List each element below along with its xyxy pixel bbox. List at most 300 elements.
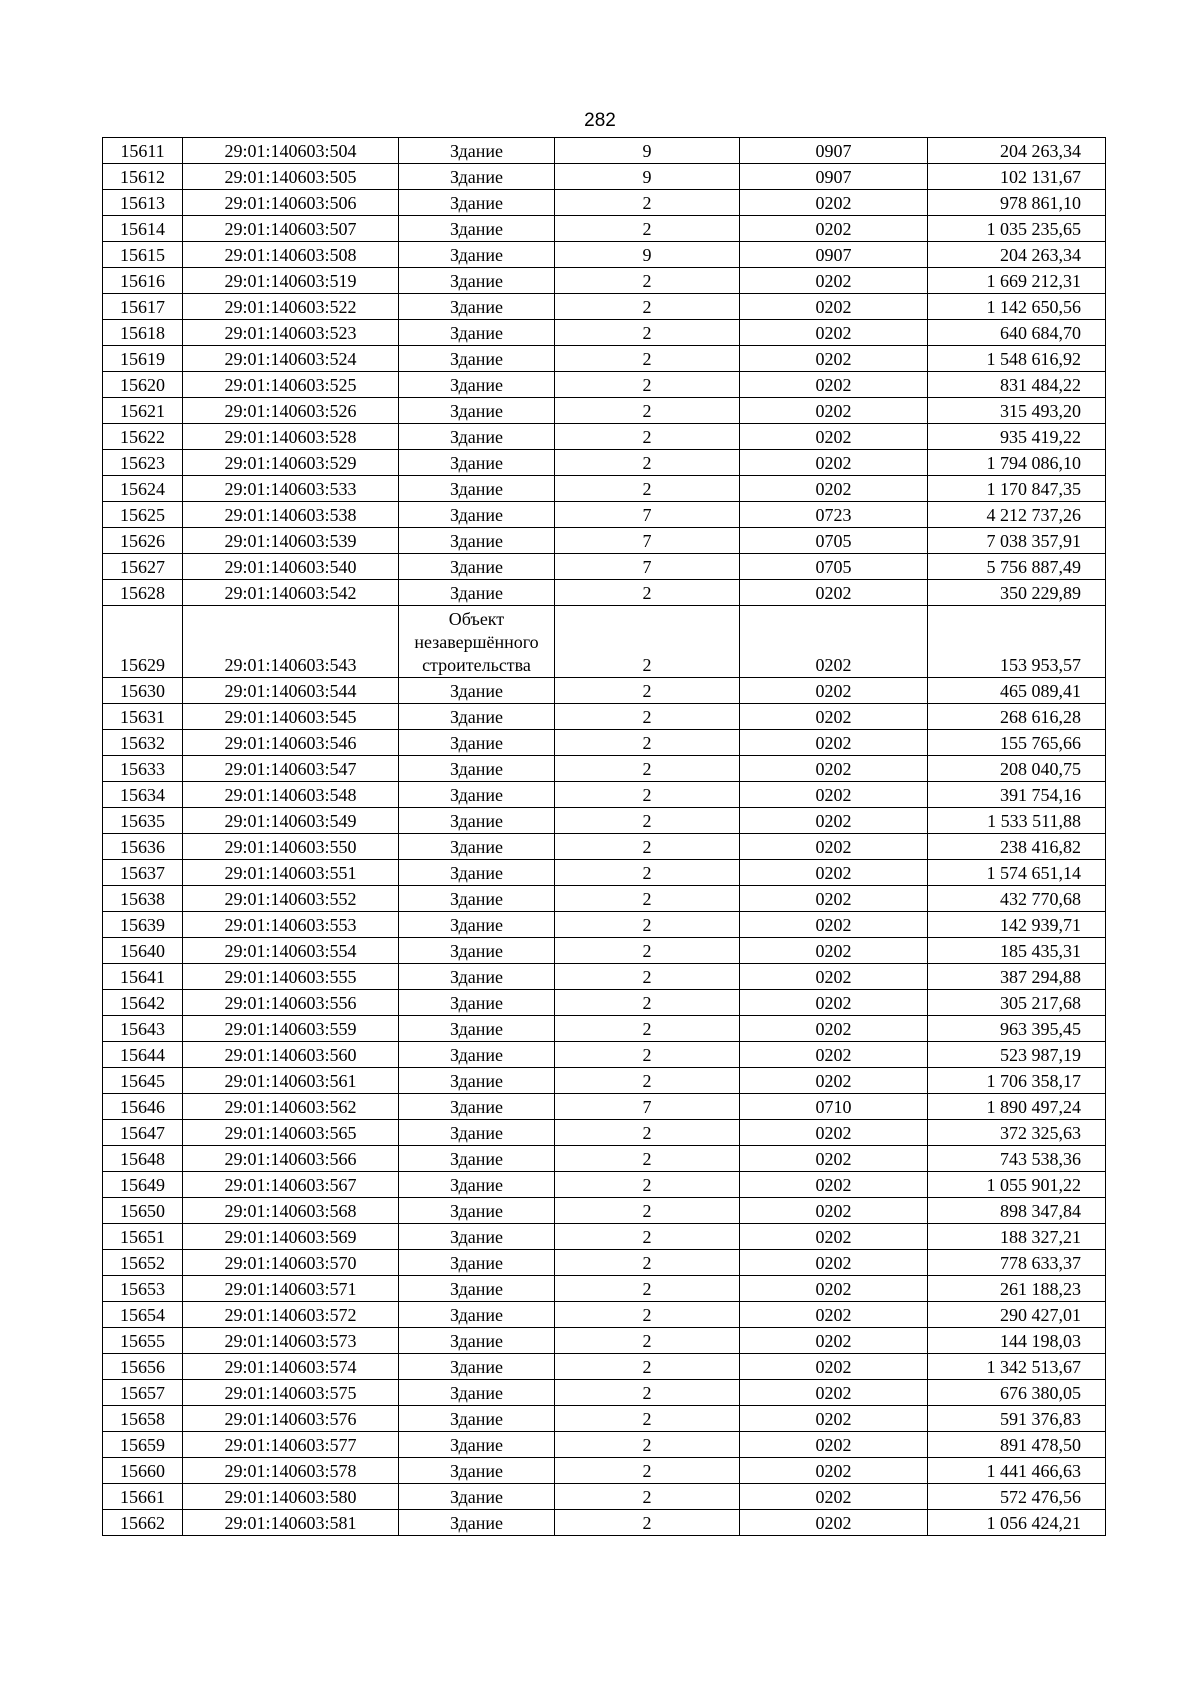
subgroup-code-cell: 0202 (740, 860, 928, 886)
row-number-cell: 15630 (103, 678, 183, 704)
cadastral-number-cell: 29:01:140603:567 (183, 1172, 399, 1198)
row-number-cell: 15637 (103, 860, 183, 886)
group-code-cell: 2 (555, 834, 740, 860)
group-code-cell: 2 (555, 424, 740, 450)
table-row (103, 834, 1106, 860)
group-code-cell: 2 (555, 398, 740, 424)
subgroup-code-cell: 0202 (740, 1042, 928, 1068)
cadastral-value-cell: 238 416,82 (928, 834, 1106, 860)
cadastral-number-cell: 29:01:140603:533 (183, 476, 399, 502)
cadastral-value-cell: 268 616,28 (928, 704, 1106, 730)
row-number-cell: 15613 (103, 190, 183, 216)
cadastral-number-cell: 29:01:140603:543 (183, 606, 399, 678)
table-row (103, 912, 1106, 938)
subgroup-code-cell: 0202 (740, 730, 928, 756)
cadastral-number-cell: 29:01:140603:542 (183, 580, 399, 606)
cadastral-value-cell: 204 263,34 (928, 242, 1106, 268)
table-row (103, 1328, 1106, 1354)
group-code-cell: 2 (555, 1510, 740, 1536)
cadastral-number-cell: 29:01:140603:560 (183, 1042, 399, 1068)
row-number-cell: 15631 (103, 704, 183, 730)
subgroup-code-cell: 0202 (740, 1406, 928, 1432)
cadastral-number-cell: 29:01:140603:522 (183, 294, 399, 320)
cadastral-value-cell: 153 953,57 (928, 606, 1106, 678)
subgroup-code-cell: 0202 (740, 1484, 928, 1510)
cadastral-value-cell: 978 861,10 (928, 190, 1106, 216)
group-code-cell: 2 (555, 1068, 740, 1094)
cadastral-value-cell: 261 188,23 (928, 1276, 1106, 1302)
cadastral-number-cell: 29:01:140603:526 (183, 398, 399, 424)
subgroup-code-cell: 0202 (740, 990, 928, 1016)
table-row (103, 860, 1106, 886)
cadastral-number-cell: 29:01:140603:544 (183, 678, 399, 704)
object-type-cell: Здание (399, 1042, 555, 1068)
table-row (103, 1276, 1106, 1302)
subgroup-code-cell: 0202 (740, 704, 928, 730)
group-code-cell: 2 (555, 1406, 740, 1432)
row-number-cell: 15643 (103, 1016, 183, 1042)
subgroup-code-cell: 0202 (740, 346, 928, 372)
table-row (103, 164, 1106, 190)
cadastral-value-cell: 391 754,16 (928, 782, 1106, 808)
subgroup-code-cell: 0202 (740, 1328, 928, 1354)
object-type-cell: Здание (399, 242, 555, 268)
group-code-cell: 7 (555, 502, 740, 528)
table-row (103, 964, 1106, 990)
row-number-cell: 15636 (103, 834, 183, 860)
subgroup-code-cell: 0202 (740, 1302, 928, 1328)
group-code-cell: 2 (555, 1484, 740, 1510)
table-row (103, 1172, 1106, 1198)
cadastral-value-cell: 372 325,63 (928, 1120, 1106, 1146)
subgroup-code-cell: 0907 (740, 242, 928, 268)
row-number-cell: 15612 (103, 164, 183, 190)
subgroup-code-cell: 0202 (740, 372, 928, 398)
cadastral-number-cell: 29:01:140603:554 (183, 938, 399, 964)
cadastral-value-cell: 1 574 651,14 (928, 860, 1106, 886)
object-type-cell: Объект незавершённого строительства (399, 606, 555, 678)
cadastral-number-cell: 29:01:140603:545 (183, 704, 399, 730)
group-code-cell: 2 (555, 1120, 740, 1146)
group-code-cell: 2 (555, 964, 740, 990)
table-row (103, 190, 1106, 216)
row-number-cell: 15654 (103, 1302, 183, 1328)
subgroup-code-cell: 0202 (740, 190, 928, 216)
object-type-cell: Здание (399, 450, 555, 476)
cadastral-value-cell: 155 765,66 (928, 730, 1106, 756)
cadastral-value-cell: 963 395,45 (928, 1016, 1106, 1042)
subgroup-code-cell: 0202 (740, 678, 928, 704)
cadastral-number-cell: 29:01:140603:571 (183, 1276, 399, 1302)
group-code-cell: 2 (555, 1276, 740, 1302)
table-row (103, 678, 1106, 704)
cadastral-number-cell: 29:01:140603:581 (183, 1510, 399, 1536)
subgroup-code-cell: 0202 (740, 268, 928, 294)
row-number-cell: 15629 (103, 606, 183, 678)
cadastral-number-cell: 29:01:140603:568 (183, 1198, 399, 1224)
cadastral-value-cell: 142 939,71 (928, 912, 1106, 938)
subgroup-code-cell: 0705 (740, 554, 928, 580)
row-number-cell: 15639 (103, 912, 183, 938)
subgroup-code-cell: 0723 (740, 502, 928, 528)
row-number-cell: 15649 (103, 1172, 183, 1198)
subgroup-code-cell: 0202 (740, 1172, 928, 1198)
group-code-cell: 2 (555, 1172, 740, 1198)
cadastral-number-cell: 29:01:140603:549 (183, 808, 399, 834)
cadastral-number-cell: 29:01:140603:577 (183, 1432, 399, 1458)
table-row (103, 320, 1106, 346)
object-type-cell: Здание (399, 554, 555, 580)
object-type-cell: Здание (399, 190, 555, 216)
group-code-cell: 2 (555, 1328, 740, 1354)
row-number-cell: 15660 (103, 1458, 183, 1484)
object-type-cell: Здание (399, 1172, 555, 1198)
object-type-cell: Здание (399, 320, 555, 346)
group-code-cell: 2 (555, 580, 740, 606)
object-type-cell: Здание (399, 294, 555, 320)
cadastral-value-cell: 778 633,37 (928, 1250, 1106, 1276)
cadastral-value-cell: 640 684,70 (928, 320, 1106, 346)
cadastral-number-cell: 29:01:140603:556 (183, 990, 399, 1016)
cadastral-value-cell: 1 056 424,21 (928, 1510, 1106, 1536)
cadastral-number-cell: 29:01:140603:504 (183, 138, 399, 164)
object-type-cell: Здание (399, 1068, 555, 1094)
subgroup-code-cell: 0202 (740, 834, 928, 860)
subgroup-code-cell: 0907 (740, 164, 928, 190)
row-number-cell: 15657 (103, 1380, 183, 1406)
group-code-cell: 2 (555, 1302, 740, 1328)
cadastral-number-cell: 29:01:140603:547 (183, 756, 399, 782)
group-code-cell: 2 (555, 938, 740, 964)
subgroup-code-cell: 0202 (740, 1120, 928, 1146)
cadastral-number-cell: 29:01:140603:525 (183, 372, 399, 398)
subgroup-code-cell: 0202 (740, 1068, 928, 1094)
cadastral-value-cell: 1 055 901,22 (928, 1172, 1106, 1198)
table-row (103, 1380, 1106, 1406)
object-type-cell: Здание (399, 860, 555, 886)
table-row (103, 1068, 1106, 1094)
group-code-cell: 2 (555, 1146, 740, 1172)
cadastral-value-cell: 305 217,68 (928, 990, 1106, 1016)
table-row (103, 1250, 1106, 1276)
row-number-cell: 15659 (103, 1432, 183, 1458)
object-type-cell: Здание (399, 268, 555, 294)
row-number-cell: 15616 (103, 268, 183, 294)
subgroup-code-cell: 0202 (740, 1432, 928, 1458)
cadastral-value-cell: 891 478,50 (928, 1432, 1106, 1458)
cadastral-value-cell: 572 476,56 (928, 1484, 1106, 1510)
row-number-cell: 15638 (103, 886, 183, 912)
table-row (103, 1120, 1106, 1146)
object-type-cell: Здание (399, 1094, 555, 1120)
cadastral-number-cell: 29:01:140603:566 (183, 1146, 399, 1172)
row-number-cell: 15615 (103, 242, 183, 268)
table-row (103, 242, 1106, 268)
subgroup-code-cell: 0907 (740, 138, 928, 164)
object-type-cell: Здание (399, 580, 555, 606)
table-row (103, 1354, 1106, 1380)
cadastral-number-cell: 29:01:140603:506 (183, 190, 399, 216)
cadastral-value-cell: 1 170 847,35 (928, 476, 1106, 502)
row-number-cell: 15625 (103, 502, 183, 528)
table-row (103, 424, 1106, 450)
cadastral-value-cell: 743 538,36 (928, 1146, 1106, 1172)
group-code-cell: 2 (555, 1458, 740, 1484)
row-number-cell: 15635 (103, 808, 183, 834)
group-code-cell: 2 (555, 320, 740, 346)
subgroup-code-cell: 0202 (740, 1198, 928, 1224)
group-code-cell: 2 (555, 450, 740, 476)
object-type-cell: Здание (399, 808, 555, 834)
object-type-cell: Здание (399, 1484, 555, 1510)
cadastral-value-cell: 432 770,68 (928, 886, 1106, 912)
cadastral-value-cell: 935 419,22 (928, 424, 1106, 450)
table-row (103, 756, 1106, 782)
cadastral-number-cell: 29:01:140603:578 (183, 1458, 399, 1484)
object-type-cell: Здание (399, 372, 555, 398)
table-row (103, 886, 1106, 912)
object-type-cell: Здание (399, 1510, 555, 1536)
object-type-cell: Здание (399, 1224, 555, 1250)
cadastral-number-cell: 29:01:140603:540 (183, 554, 399, 580)
table-row (103, 1458, 1106, 1484)
row-number-cell: 15620 (103, 372, 183, 398)
table-row (103, 938, 1106, 964)
object-type-cell: Здание (399, 164, 555, 190)
table-row (103, 554, 1106, 580)
group-code-cell: 2 (555, 912, 740, 938)
cadastral-value-cell: 1 669 212,31 (928, 268, 1106, 294)
table-row (103, 476, 1106, 502)
subgroup-code-cell: 0202 (740, 1380, 928, 1406)
subgroup-code-cell: 0202 (740, 886, 928, 912)
group-code-cell: 2 (555, 1016, 740, 1042)
cadastral-value-cell: 1 142 650,56 (928, 294, 1106, 320)
cadastral-number-cell: 29:01:140603:559 (183, 1016, 399, 1042)
cadastral-number-cell: 29:01:140603:562 (183, 1094, 399, 1120)
row-number-cell: 15653 (103, 1276, 183, 1302)
object-type-cell: Здание (399, 1406, 555, 1432)
table-row (103, 372, 1106, 398)
row-number-cell: 15622 (103, 424, 183, 450)
cadastral-value-cell: 208 040,75 (928, 756, 1106, 782)
table-row (103, 528, 1106, 554)
cadastral-value-cell: 1 533 511,88 (928, 808, 1106, 834)
table-row (103, 502, 1106, 528)
row-number-cell: 15617 (103, 294, 183, 320)
cadastral-value-cell: 1 548 616,92 (928, 346, 1106, 372)
cadastral-number-cell: 29:01:140603:569 (183, 1224, 399, 1250)
cadastral-value-cell: 898 347,84 (928, 1198, 1106, 1224)
group-code-cell: 2 (555, 1354, 740, 1380)
object-type-cell: Здание (399, 424, 555, 450)
table-row (103, 268, 1106, 294)
page-number: 282 (584, 110, 616, 131)
object-type-cell: Здание (399, 1354, 555, 1380)
table-row (103, 1198, 1106, 1224)
row-number-cell: 15651 (103, 1224, 183, 1250)
table-row (103, 782, 1106, 808)
object-type-cell: Здание (399, 1250, 555, 1276)
group-code-cell: 2 (555, 756, 740, 782)
row-number-cell: 15623 (103, 450, 183, 476)
object-type-cell: Здание (399, 886, 555, 912)
row-number-cell: 15645 (103, 1068, 183, 1094)
row-number-cell: 15633 (103, 756, 183, 782)
group-code-cell: 9 (555, 138, 740, 164)
group-code-cell: 2 (555, 1432, 740, 1458)
row-number-cell: 15658 (103, 1406, 183, 1432)
table-row (103, 1510, 1106, 1536)
row-number-cell: 15634 (103, 782, 183, 808)
group-code-cell: 2 (555, 476, 740, 502)
row-number-cell: 15619 (103, 346, 183, 372)
group-code-cell: 7 (555, 1094, 740, 1120)
subgroup-code-cell: 0202 (740, 1510, 928, 1536)
object-type-cell: Здание (399, 1302, 555, 1328)
cadastral-number-cell: 29:01:140603:548 (183, 782, 399, 808)
subgroup-code-cell: 0202 (740, 782, 928, 808)
group-code-cell: 2 (555, 606, 740, 678)
row-number-cell: 15641 (103, 964, 183, 990)
row-number-cell: 15614 (103, 216, 183, 242)
table-row (103, 346, 1106, 372)
cadastral-number-cell: 29:01:140603:553 (183, 912, 399, 938)
cadastral-value-cell: 185 435,31 (928, 938, 1106, 964)
cadastral-number-cell: 29:01:140603:576 (183, 1406, 399, 1432)
cadastral-value-cell: 831 484,22 (928, 372, 1106, 398)
cadastral-value-cell: 465 089,41 (928, 678, 1106, 704)
table-row (103, 606, 1106, 678)
group-code-cell: 9 (555, 242, 740, 268)
table-body (103, 138, 1106, 1536)
object-type-cell: Здание (399, 834, 555, 860)
cadastral-value-cell: 676 380,05 (928, 1380, 1106, 1406)
cadastral-number-cell: 29:01:140603:505 (183, 164, 399, 190)
cadastral-value-cell: 5 756 887,49 (928, 554, 1106, 580)
table-row (103, 450, 1106, 476)
cadastral-value-cell: 350 229,89 (928, 580, 1106, 606)
subgroup-code-cell: 0202 (740, 1146, 928, 1172)
table-row (103, 808, 1106, 834)
subgroup-code-cell: 0202 (740, 320, 928, 346)
row-number-cell: 15624 (103, 476, 183, 502)
row-number-cell: 15662 (103, 1510, 183, 1536)
cadastral-value-cell: 4 212 737,26 (928, 502, 1106, 528)
cadastral-number-cell: 29:01:140603:570 (183, 1250, 399, 1276)
cadastral-number-cell: 29:01:140603:539 (183, 528, 399, 554)
group-code-cell: 2 (555, 346, 740, 372)
object-type-cell: Здание (399, 1328, 555, 1354)
group-code-cell: 2 (555, 268, 740, 294)
group-code-cell: 2 (555, 1250, 740, 1276)
cadastral-value-cell: 1 342 513,67 (928, 1354, 1106, 1380)
object-type-cell: Здание (399, 678, 555, 704)
table-row (103, 1484, 1106, 1510)
group-code-cell: 2 (555, 886, 740, 912)
cadastral-number-cell: 29:01:140603:550 (183, 834, 399, 860)
cadastral-number-cell: 29:01:140603:572 (183, 1302, 399, 1328)
object-type-cell: Здание (399, 990, 555, 1016)
table-row (103, 138, 1106, 164)
subgroup-code-cell: 0202 (740, 912, 928, 938)
subgroup-code-cell: 0202 (740, 216, 928, 242)
object-type-cell: Здание (399, 1146, 555, 1172)
row-number-cell: 15644 (103, 1042, 183, 1068)
table-row (103, 1146, 1106, 1172)
subgroup-code-cell: 0202 (740, 450, 928, 476)
group-code-cell: 2 (555, 1224, 740, 1250)
cadastral-number-cell: 29:01:140603:523 (183, 320, 399, 346)
row-number-cell: 15618 (103, 320, 183, 346)
cadastral-number-cell: 29:01:140603:573 (183, 1328, 399, 1354)
table-row (103, 1016, 1106, 1042)
row-number-cell: 15626 (103, 528, 183, 554)
row-number-cell: 15611 (103, 138, 183, 164)
object-type-cell: Здание (399, 964, 555, 990)
group-code-cell: 2 (555, 704, 740, 730)
cadastral-value-table (102, 137, 1106, 1536)
object-type-cell: Здание (399, 502, 555, 528)
row-number-cell: 15640 (103, 938, 183, 964)
subgroup-code-cell: 0202 (740, 1016, 928, 1042)
cadastral-value-cell: 1 794 086,10 (928, 450, 1106, 476)
row-number-cell: 15650 (103, 1198, 183, 1224)
cadastral-number-cell: 29:01:140603:538 (183, 502, 399, 528)
object-type-cell: Здание (399, 1198, 555, 1224)
subgroup-code-cell: 0202 (740, 606, 928, 678)
row-number-cell: 15628 (103, 580, 183, 606)
cadastral-value-cell: 1 890 497,24 (928, 1094, 1106, 1120)
cadastral-value-cell: 7 038 357,91 (928, 528, 1106, 554)
subgroup-code-cell: 0202 (740, 1224, 928, 1250)
table-row (103, 990, 1106, 1016)
group-code-cell: 2 (555, 216, 740, 242)
subgroup-code-cell: 0705 (740, 528, 928, 554)
subgroup-code-cell: 0202 (740, 476, 928, 502)
subgroup-code-cell: 0202 (740, 938, 928, 964)
group-code-cell: 7 (555, 528, 740, 554)
subgroup-code-cell: 0202 (740, 398, 928, 424)
object-type-cell: Здание (399, 476, 555, 502)
subgroup-code-cell: 0202 (740, 1354, 928, 1380)
object-type-cell: Здание (399, 1120, 555, 1146)
row-number-cell: 15656 (103, 1354, 183, 1380)
table-row (103, 294, 1106, 320)
table-row (103, 1094, 1106, 1120)
cadastral-number-cell: 29:01:140603:546 (183, 730, 399, 756)
group-code-cell: 2 (555, 808, 740, 834)
object-type-cell: Здание (399, 528, 555, 554)
row-number-cell: 15661 (103, 1484, 183, 1510)
group-code-cell: 2 (555, 1380, 740, 1406)
table-row (103, 580, 1106, 606)
object-type-cell: Здание (399, 398, 555, 424)
cadastral-number-cell: 29:01:140603:580 (183, 1484, 399, 1510)
cadastral-number-cell: 29:01:140603:565 (183, 1120, 399, 1146)
cadastral-value-cell: 204 263,34 (928, 138, 1106, 164)
cadastral-number-cell: 29:01:140603:552 (183, 886, 399, 912)
subgroup-code-cell: 0202 (740, 580, 928, 606)
object-type-cell: Здание (399, 1016, 555, 1042)
cadastral-value-cell: 591 376,83 (928, 1406, 1106, 1432)
cadastral-value-cell: 290 427,01 (928, 1302, 1106, 1328)
table-row (103, 1432, 1106, 1458)
group-code-cell: 2 (555, 372, 740, 398)
row-number-cell: 15648 (103, 1146, 183, 1172)
group-code-cell: 2 (555, 190, 740, 216)
group-code-cell: 2 (555, 860, 740, 886)
